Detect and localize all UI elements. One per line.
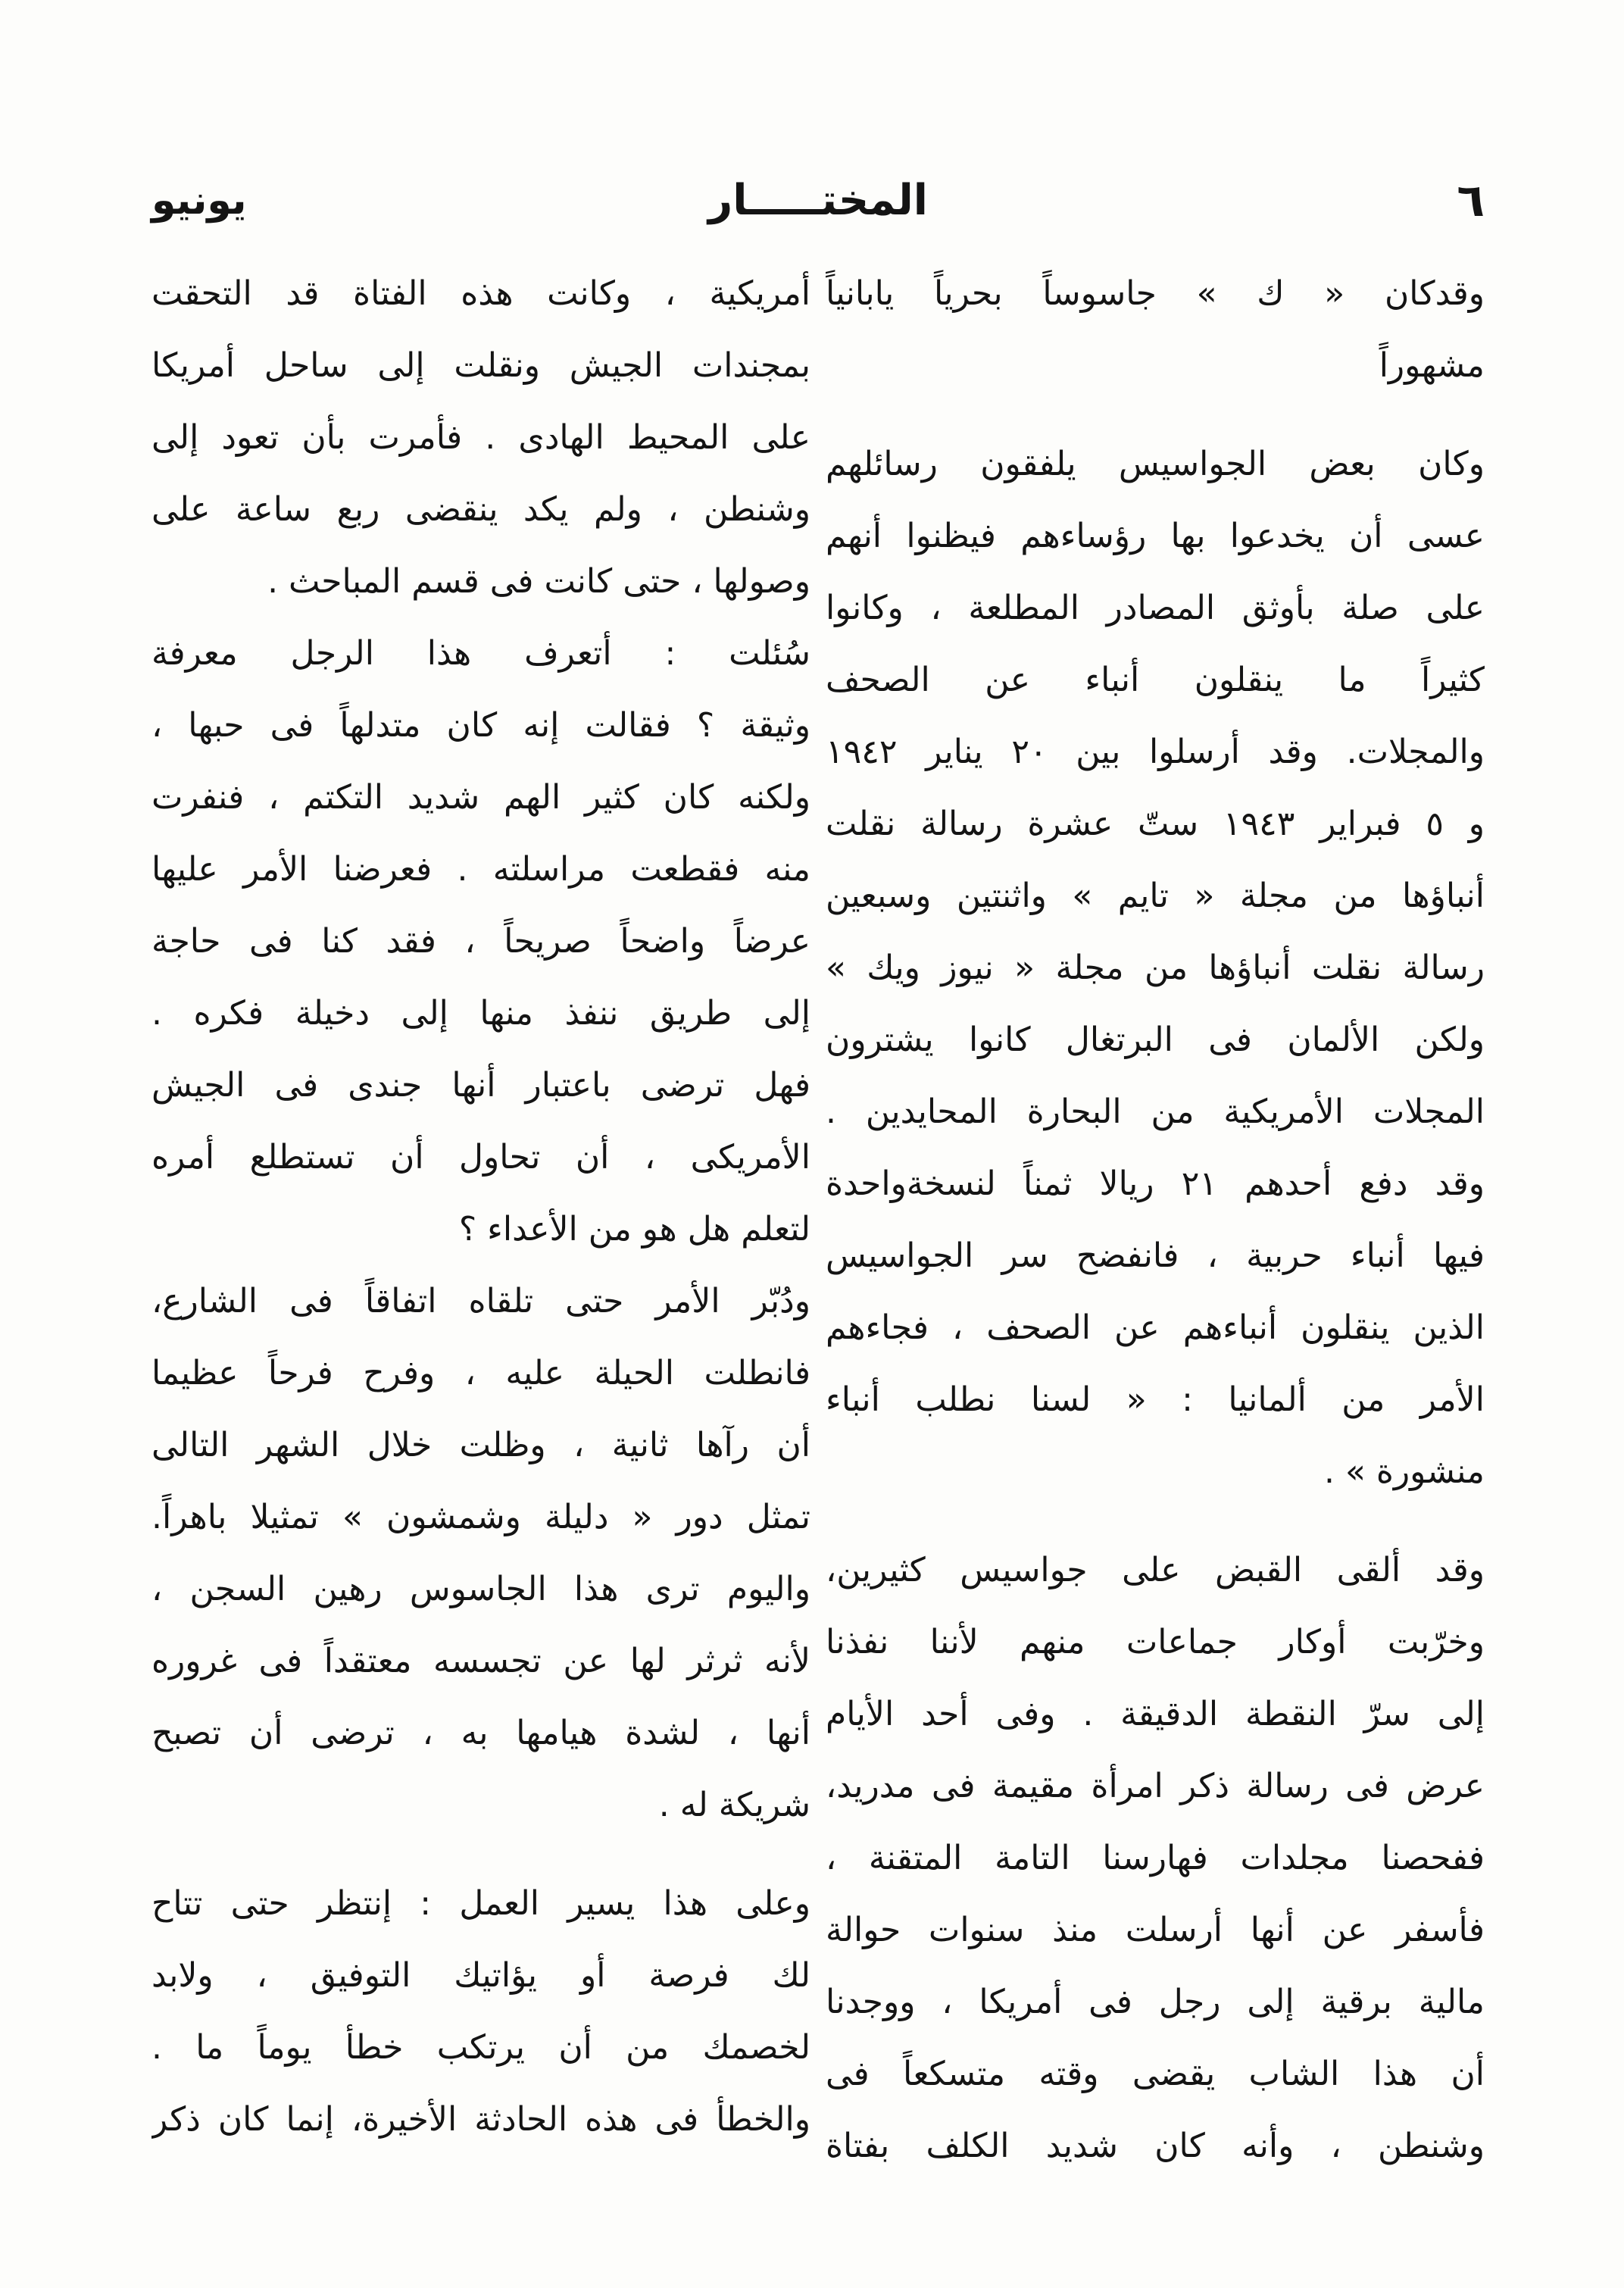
header-month: يونيو [151, 178, 247, 223]
text-line: فانطلت الحيلة عليه ، وفرح فرحاً عظيما [151, 1354, 810, 1392]
text-line: فيها أنباء حربية ، فانفضح سر الجواسيس [826, 1236, 1485, 1275]
text-line: الأمريكى ، أن تحاول أن تستطلع أمره [151, 1138, 810, 1177]
left-column [151, 258, 810, 2155]
text-line: سُئلت : أتعرف هذا الرجل معرفة [151, 634, 810, 673]
text-line: الذين ينقلون أنباءهم عن الصحف ، فجاءهم [826, 1308, 1485, 1347]
text-line: مشهوراً [1379, 346, 1485, 385]
text-line: وثيقة ؟ فقالت إنه كان متدلهاً فى حبها ، [151, 706, 810, 745]
paragraph-gap [151, 1841, 810, 1868]
text-line: وشنطن ، ولم يكد ينقضى ربع ساعة على [151, 490, 810, 529]
text-line: عسى أن يخدعوا بها رؤساءهم فيظنوا أنهم [826, 517, 1485, 555]
right-column [826, 258, 1485, 2182]
text-line: لتعلم هل هو من الأعداء ؟ [458, 1210, 810, 1249]
text-line: ودُبّر الأمر حتى تلقاه اتفاقاً فى الشارع، [151, 1282, 810, 1321]
text-line: وصولها ، حتى كانت فى قسم المباحث . [267, 562, 810, 601]
page-number: ٦ [1457, 174, 1485, 227]
text-line: على صلة بأوثق المصادر المطلعة ، وكانوا [826, 589, 1485, 627]
text-line: أن هذا الشاب يقضى وقته متسكعاً فى [826, 2055, 1485, 2093]
text-line: أنباؤها من مجلة « تايم » واثنتين وسبعين [826, 877, 1485, 915]
text-line: منه فقطعت مراسلته . فعرضنا الأمر عليها [151, 850, 810, 889]
text-line: وقد دفع أحدهم ٢١ ريالا ثمناً لنسخةواحدة [826, 1164, 1485, 1203]
text-line: المجلات الأمريكية من البحارة المحايدين . [826, 1092, 1485, 1131]
text-line: والخطأ فى هذه الحادثة الأخيرة، إنما كان ذكر [151, 2100, 810, 2139]
text-line: مالية برقية إلى رجل فى أمريكا ، ووجدنا [826, 1983, 1485, 2021]
text-line: عرضاً واضحاً صريحاً ، فقد كنا فى حاجة [151, 922, 810, 961]
text-line: واليوم ترى هذا الجاسوس رهين السجن ، [151, 1570, 810, 1608]
text-line: لك فرصة أو يؤاتيك التوفيق ، ولابد [151, 1956, 810, 1995]
text-line: بمجندات الجيش ونقلت إلى ساحل أمريكا [151, 346, 810, 385]
text-line: كثيراً ما ينقلون أنباء عن الصحف [826, 661, 1485, 699]
page-header [151, 167, 1485, 235]
text-line: إلى سرّ النقطة الدقيقة . وفى أحد الأيام [826, 1695, 1485, 1733]
text-line: والمجلات. وقد أرسلوا بين ٢٠ يناير ١٩٤٢ [826, 733, 1485, 771]
text-line: أمريكية ، وكانت هذه الفتاة قد التحقت [151, 274, 810, 313]
text-line: وكان بعض الجواسيس يلفقون رسائلهم [826, 445, 1485, 483]
text-line: وقدكان « ك » جاسوساً بحرياً يابانياً [826, 274, 1485, 313]
text-line: و ٥ فبراير ١٩٤٣ ستّ عشرة رسالة نقلت [826, 805, 1485, 843]
header-title: المختـــــار [708, 176, 928, 225]
text-line: وشنطن ، وأنه كان شديد الكلف بفتاة [826, 2127, 1485, 2165]
text-line: ولكنه كان كثير الهم شديد التكتم ، فنفرت [151, 778, 810, 817]
text-line: منشورة » . [1323, 1452, 1485, 1491]
text-line: أن رآها ثانية ، وظلت خلال الشهر التالى [151, 1426, 810, 1464]
text-line: على المحيط الهادى . فأمرت بأن تعود إلى [151, 418, 810, 457]
text-line: تمثل دور « دليلة وشمشون » تمثيلا باهراً. [151, 1498, 810, 1536]
text-line: لأنه ثرثر لها عن تجسسه معتقداً فى غروره [151, 1642, 810, 1680]
text-line: رسالة نقلت أنباؤها من مجلة « نيوز ويك » [826, 949, 1485, 987]
paragraph-gap [826, 402, 1485, 428]
text-line: وعلى هذا يسير العمل : إنتظر حتى تتاح [151, 1884, 810, 1923]
paragraph-gap [826, 1508, 1485, 1534]
text-line: عرض فى رسالة ذكر امرأة مقيمة فى مدريد، [826, 1767, 1485, 1805]
text-line: فهل ترضى باعتبار أنها جندى فى الجيش [151, 1066, 810, 1105]
text-line: الأمر من ألمانيا : « لسنا نطلب أنباء [826, 1380, 1485, 1419]
text-line: وخرّبت أوكار جماعات منهم لأننا نفذنا [826, 1623, 1485, 1661]
text-line: شريكة له . [658, 1786, 810, 1824]
text-line: أنها ، لشدة هيامها به ، ترضى أن تصبح [151, 1714, 810, 1752]
text-line: ولكن الألمان فى البرتغال كانوا يشترون [826, 1021, 1485, 1059]
text-line: ففحصنا مجلدات فهارسنا التامة المتقنة ، [826, 1839, 1485, 1877]
text-line: إلى طريق ننفذ منها إلى دخيلة فكره . [151, 994, 810, 1033]
text-line: وقد ألقى القبض على جواسيس كثيرين، [826, 1551, 1485, 1589]
text-line: لخصمك من أن يرتكب خطأ يوماً ما . [151, 2028, 810, 2067]
text-line: فأسفر عن أنها أرسلت منذ سنوات حوالة [826, 1911, 1485, 1949]
